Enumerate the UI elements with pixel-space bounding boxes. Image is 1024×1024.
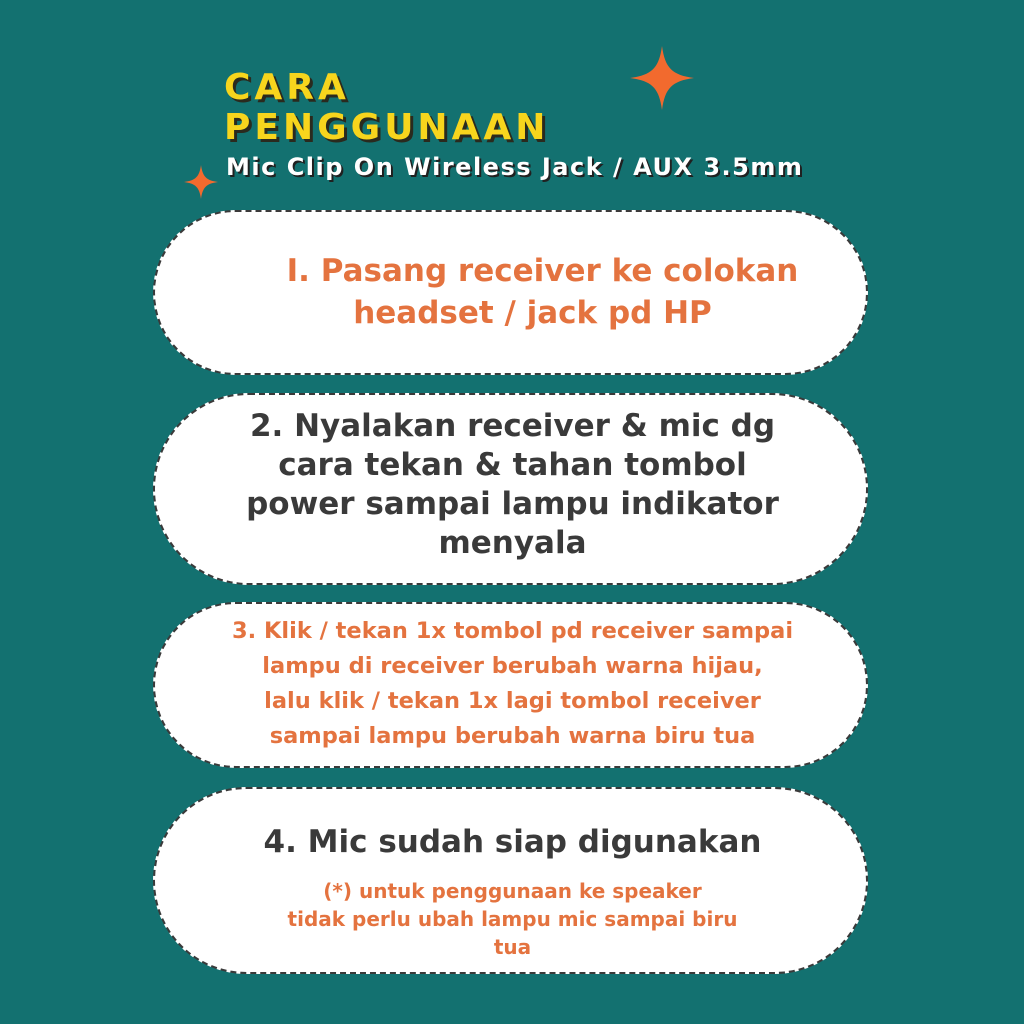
step-4-note-line-3: tua: [493, 935, 532, 959]
step-3-line-3: lalu klik / tekan 1x lagi tombol receiver: [264, 688, 761, 714]
sparkle-icon: [630, 46, 694, 110]
step-1-line-1: I. Pasang receiver ke colokan: [286, 253, 799, 289]
step-4-note-line-1: (*) untuk penggunaan ke speaker: [323, 879, 702, 903]
step-2-line-4: menyala: [438, 525, 587, 561]
step-2-text: [155, 407, 870, 563]
step-2-line-1: 2. Nyalakan receiver & mic dg: [249, 408, 776, 444]
step-2-line-2: cara tekan & tahan tombol: [278, 447, 747, 483]
title-line-2: PENGGUNAAN: [224, 107, 550, 148]
step-4-note: [155, 877, 870, 961]
step-card-2: [153, 393, 868, 585]
step-1-text: [155, 250, 870, 334]
step-card-3: [153, 602, 868, 768]
step-2-line-3: power sampai lampu indikator: [246, 486, 779, 522]
step-card-1: [153, 210, 868, 375]
sparkle-icon: [184, 165, 218, 199]
step-card-4: [153, 787, 868, 974]
step-3-line-2: lampu di receiver berubah warna hijau,: [262, 653, 763, 679]
step-1-line-2: headset / jack pd HP: [353, 295, 712, 331]
title-line-1: CARA: [224, 67, 350, 108]
subtitle: Mic Clip On Wireless Jack / AUX 3.5mm: [226, 153, 804, 181]
step-3-line-4: sampai lampu berubah warna biru tua: [269, 723, 756, 749]
step-3-text: [155, 614, 870, 754]
step-3-line-1: 3. Klik / tekan 1x tombol pd receiver sampai: [231, 618, 794, 644]
step-4-note-line-2: tidak perlu ubah lampu mic sampai biru: [287, 907, 738, 931]
step-4-text: 4. Mic sudah siap digunakan: [263, 824, 762, 860]
